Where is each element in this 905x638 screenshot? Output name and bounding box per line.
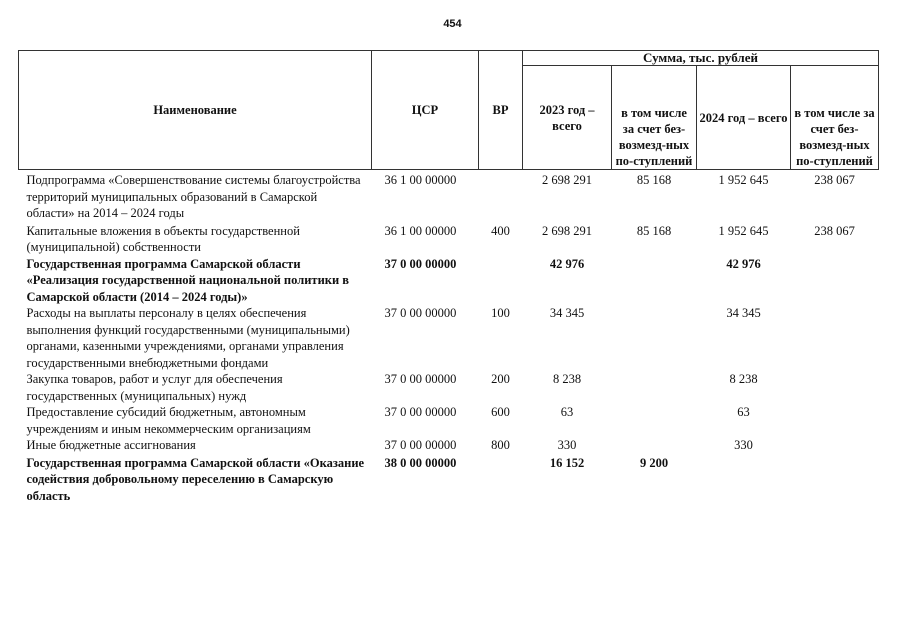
row-2024-total: 1 952 645 bbox=[718, 173, 769, 187]
table-row bbox=[19, 222, 879, 256]
row-2023-total: 2 698 291 bbox=[542, 223, 592, 238]
row-2024-gratuitous bbox=[791, 371, 879, 404]
row-name: Закупка товаров, работ и услуг для обеспечения государственных (муниципальных) нужд bbox=[26, 372, 283, 403]
row-2024-gratuitous: 238 067 bbox=[814, 223, 855, 238]
header-2023-total: 2023 год – всего bbox=[523, 66, 612, 170]
row-2024-gratuitous bbox=[791, 454, 879, 505]
row-csr: 38 0 00 00000 bbox=[384, 455, 457, 470]
row-2023-gratuitous bbox=[612, 305, 697, 371]
table-row bbox=[19, 454, 879, 505]
row-2024-gratuitous bbox=[791, 305, 879, 371]
row-csr: 37 0 00 00000 bbox=[384, 306, 457, 320]
row-name: Иные бюджетные ассигнования bbox=[26, 438, 196, 452]
header-2023-gratuitous: в том числе за счет без-возмезд-ных по-ступлений bbox=[612, 66, 697, 170]
row-name: Государственная программа Самарской области «Реализация государственной национальной политики в Самарской области (2014 – 2024 годы)» bbox=[26, 256, 350, 304]
row-name: Государственная программа Самарской области «Оказание содействия добровольному переселению в Самарскую область bbox=[26, 455, 365, 503]
row-2023-total: 34 345 bbox=[549, 306, 585, 320]
row-name: Подпрограмма «Совершенствование системы благоустройства территорий муниципальных образований в Самарской области» на 2014 – 2024 годы bbox=[26, 173, 361, 220]
header-sum-group: Сумма, тыс. рублей bbox=[523, 51, 879, 66]
row-2023-total: 2 698 291 bbox=[542, 173, 592, 187]
row-2024-total: 330 bbox=[734, 438, 753, 452]
row-name: Предоставление субсидий бюджетным, автономным учреждениям и иным некоммерческим организациям bbox=[26, 405, 311, 436]
header-csr: ЦСР bbox=[372, 51, 479, 170]
row-vr bbox=[479, 454, 523, 505]
row-vr: 100 bbox=[491, 306, 510, 320]
row-vr: 200 bbox=[491, 372, 510, 386]
header-name: Наименование bbox=[19, 51, 372, 170]
row-csr: 37 0 00 00000 bbox=[384, 438, 457, 452]
row-vr: 600 bbox=[491, 405, 510, 419]
table-row bbox=[19, 170, 879, 222]
row-2023-total: 8 238 bbox=[552, 372, 582, 386]
row-2024-gratuitous bbox=[791, 437, 879, 454]
row-csr: 36 1 00 00000 bbox=[384, 223, 457, 238]
row-2024-total: 34 345 bbox=[726, 306, 761, 320]
budget-table bbox=[18, 50, 879, 504]
row-2023-total: 16 152 bbox=[549, 455, 585, 470]
header-2024-total: 2024 год – всего bbox=[697, 66, 791, 170]
row-csr: 36 1 00 00000 bbox=[384, 173, 457, 187]
row-2024-total: 63 bbox=[737, 405, 750, 419]
row-2023-gratuitous: 85 168 bbox=[636, 173, 672, 187]
row-2024-total: 1 952 645 bbox=[718, 223, 769, 238]
row-csr: 37 0 00 00000 bbox=[384, 405, 457, 419]
row-2024-total: 8 238 bbox=[729, 372, 758, 386]
row-vr bbox=[479, 256, 523, 306]
row-name: Капитальные вложения в объекты государственной (муниципальной) собственности bbox=[26, 223, 300, 254]
row-2024-total: 42 976 bbox=[726, 256, 761, 271]
table-body bbox=[19, 170, 879, 505]
row-2023-gratuitous bbox=[612, 437, 697, 454]
row-vr bbox=[479, 170, 523, 222]
row-name: Расходы на выплаты персоналу в целях обеспечения выполнения функций государственными (муниципальными) органами, казенными учреждениями, органами управления государственными внебюджетными фондами bbox=[26, 306, 350, 370]
row-2024-total bbox=[697, 454, 791, 505]
row-2023-gratuitous bbox=[612, 404, 697, 437]
page-number: 454 bbox=[443, 18, 462, 30]
table-row bbox=[19, 256, 879, 306]
table-row bbox=[19, 305, 879, 371]
row-2024-gratuitous bbox=[791, 404, 879, 437]
row-2024-gratuitous: 238 067 bbox=[814, 173, 855, 187]
row-2023-total: 63 bbox=[560, 405, 574, 419]
row-2023-gratuitous bbox=[612, 371, 697, 404]
row-vr: 800 bbox=[491, 438, 510, 452]
row-2023-total: 330 bbox=[557, 438, 577, 452]
row-2023-gratuitous: 85 168 bbox=[636, 223, 672, 238]
header-vr: ВР bbox=[479, 51, 523, 170]
row-csr: 37 0 00 00000 bbox=[384, 256, 457, 271]
header-2024-gratuitous: в том числе за счет без-возмезд-ных по-ступлений bbox=[791, 66, 879, 170]
table-row bbox=[19, 371, 879, 404]
row-2023-total: 42 976 bbox=[549, 256, 585, 271]
row-csr: 37 0 00 00000 bbox=[384, 372, 457, 386]
row-2023-gratuitous: 9 200 bbox=[639, 455, 669, 470]
row-2023-gratuitous bbox=[612, 256, 697, 306]
row-vr: 400 bbox=[491, 223, 510, 238]
table-row bbox=[19, 437, 879, 454]
table-row bbox=[19, 404, 879, 437]
row-2024-gratuitous bbox=[791, 256, 879, 306]
